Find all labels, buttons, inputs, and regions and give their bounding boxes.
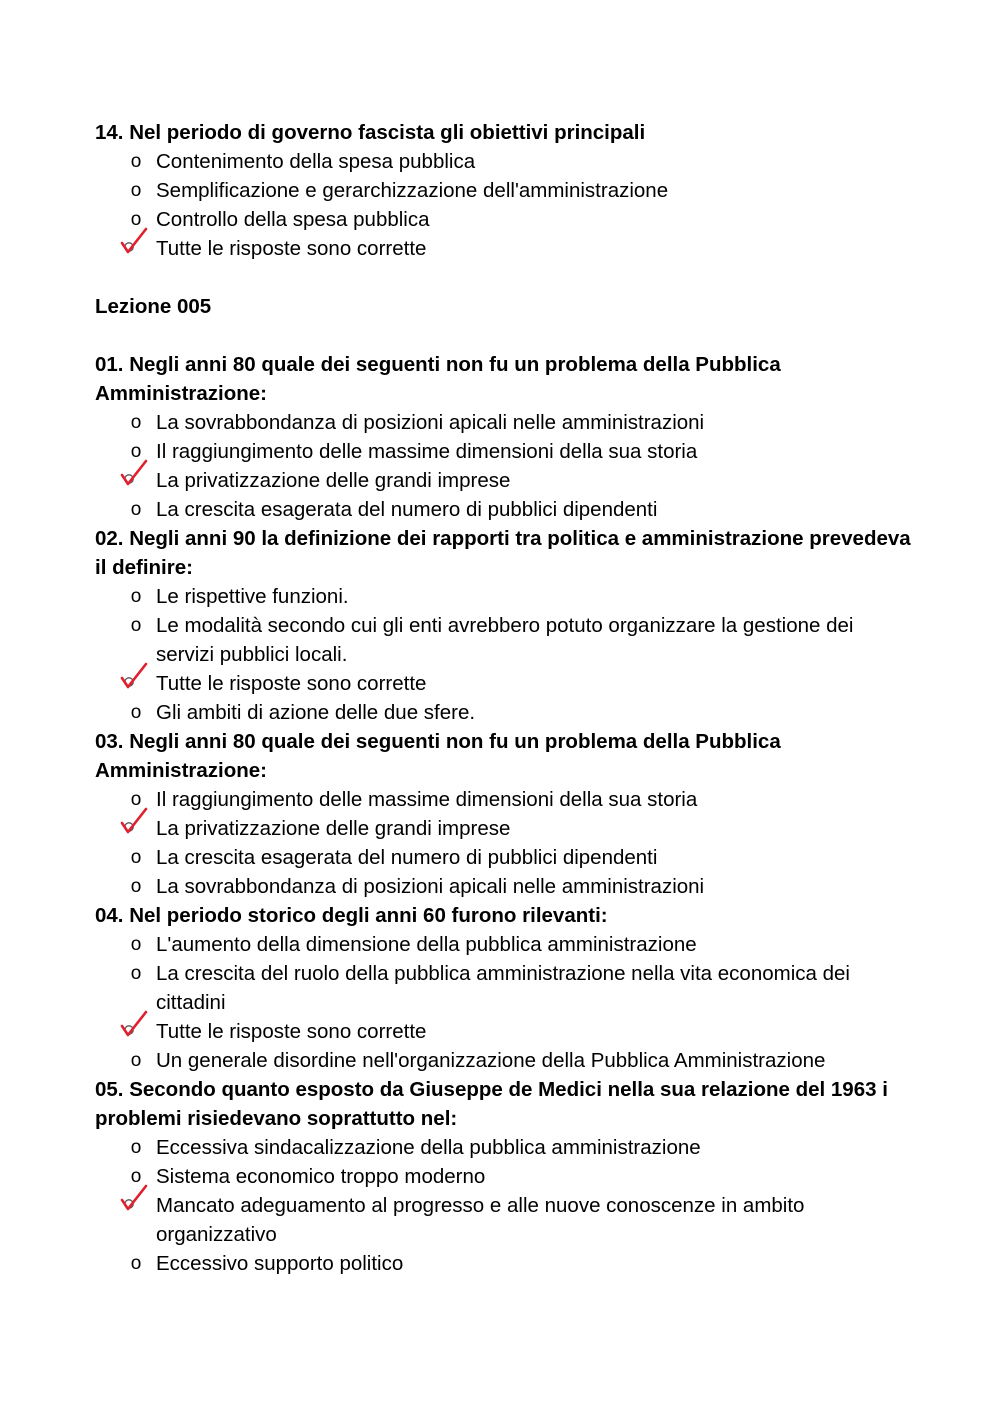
answer-options (95, 785, 915, 901)
circle-bullet-icon: o (130, 934, 142, 955)
answer-option (95, 611, 915, 669)
question-block (95, 901, 915, 1075)
answer-option-text: Un generale disordine nell'organizzazione della Pubblica Amministrazione (156, 1049, 826, 1072)
answer-option (95, 698, 915, 727)
answer-option-text: La sovrabbondanza di posizioni apicali nelle amministrazioni (156, 875, 705, 898)
circle-bullet-icon: o (130, 847, 142, 868)
circle-bullet-icon: o (130, 1137, 142, 1158)
circle-bullet-icon: o (130, 876, 142, 897)
red-checkmark-icon (120, 1009, 148, 1039)
red-checkmark-icon (120, 661, 148, 691)
answer-option (95, 1133, 915, 1162)
answer-option-text: Le rispettive funzioni. (156, 585, 349, 608)
circle-bullet-icon: o (130, 1253, 142, 1274)
circle-bullet-icon: o (130, 209, 142, 230)
answer-options (95, 1133, 915, 1278)
answer-option-text: Gli ambiti di azione delle due sfere. (156, 701, 476, 724)
answer-option-text: Tutte le risposte sono corrette (156, 672, 427, 695)
question-text: 02. Negli anni 90 la definizione dei rapporti tra politica e amministrazione prevedeva il definire: (95, 527, 911, 579)
red-checkmark-icon (120, 806, 148, 836)
red-checkmark-icon (120, 458, 148, 488)
answer-option-text: La privatizzazione delle grandi imprese (156, 817, 511, 840)
question-block (95, 350, 915, 524)
red-checkmark-icon (120, 226, 148, 256)
answer-options (95, 582, 915, 727)
answer-option (95, 959, 915, 1017)
question-text: 05. Secondo quanto esposto da Giuseppe de Medici nella sua relazione del 1963 i problemi risiedevano soprattutto nel: (95, 1078, 888, 1130)
answer-option-text: Eccessivo supporto politico (156, 1252, 404, 1275)
answer-option (95, 872, 915, 901)
red-checkmark-icon (120, 1183, 148, 1213)
answer-option (95, 466, 915, 495)
answer-option-text: Semplificazione e gerarchizzazione dell'amministrazione (156, 179, 669, 202)
circle-bullet-icon: o (130, 441, 142, 462)
answer-option (95, 1046, 915, 1075)
question-text: 01. Negli anni 80 quale dei seguenti non fu un problema della Pubblica Amministrazione: (95, 353, 781, 405)
circle-bullet-icon: o (130, 499, 142, 520)
answer-option (95, 408, 915, 437)
answer-option (95, 669, 915, 698)
answer-option (95, 205, 915, 234)
answer-option-text: Tutte le risposte sono corrette (156, 237, 427, 260)
circle-bullet-icon: o (130, 615, 142, 636)
question-list (95, 350, 915, 1278)
answer-option (95, 437, 915, 466)
circle-bullet-icon: o (130, 1050, 142, 1071)
circle-bullet-icon: o (130, 702, 142, 723)
circle-bullet-icon: o (130, 789, 142, 810)
question-text: 03. Negli anni 80 quale dei seguenti non fu un problema della Pubblica Amministrazione: (95, 730, 781, 782)
question-text: 14. Nel periodo di governo fascista gli obiettivi principali (95, 121, 646, 144)
answer-option (95, 1249, 915, 1278)
answer-option-text: La crescita esagerata del numero di pubblici dipendenti (156, 498, 658, 521)
answer-option (95, 495, 915, 524)
document-page (95, 118, 915, 1278)
circle-bullet-icon: o (130, 586, 142, 607)
answer-option-text: Mancato adeguamento al progresso e alle nuove conoscenze in ambito organizzativo (156, 1194, 805, 1246)
answer-option (95, 843, 915, 872)
answer-options (95, 147, 915, 263)
answer-option (95, 234, 915, 263)
answer-option-text: Controllo della spesa pubblica (156, 208, 430, 231)
circle-bullet-icon: o (130, 151, 142, 172)
answer-option-text: Il raggiungimento delle massime dimensioni della sua storia (156, 788, 698, 811)
answer-option (95, 147, 915, 176)
answer-option-text: Le modalità secondo cui gli enti avrebbero potuto organizzare la gestione dei servizi pubblici locali. (156, 614, 854, 666)
answer-option (95, 176, 915, 205)
answer-option-text: La crescita del ruolo della pubblica amministrazione nella vita economica dei cittadini (156, 962, 850, 1014)
answer-option (95, 1162, 915, 1191)
answer-option-text: La crescita esagerata del numero di pubblici dipendenti (156, 846, 658, 869)
answer-option-text: Eccessiva sindacalizzazione della pubblica amministrazione (156, 1136, 701, 1159)
circle-bullet-icon: o (130, 1166, 142, 1187)
answer-option-text: Tutte le risposte sono corrette (156, 1020, 427, 1043)
answer-option (95, 582, 915, 611)
answer-option (95, 814, 915, 843)
answer-option (95, 785, 915, 814)
answer-options (95, 930, 915, 1075)
answer-option-text: La privatizzazione delle grandi imprese (156, 469, 511, 492)
answer-option (95, 1017, 915, 1046)
lesson-title: Lezione 005 (95, 295, 212, 318)
question-block-14 (95, 118, 915, 263)
answer-option-text: L'aumento della dimensione della pubblica amministrazione (156, 933, 697, 956)
answer-options (95, 408, 915, 524)
answer-option-text: La sovrabbondanza di posizioni apicali nelle amministrazioni (156, 411, 705, 434)
question-block (95, 1075, 915, 1278)
question-block (95, 727, 915, 901)
answer-option (95, 930, 915, 959)
circle-bullet-icon: o (130, 963, 142, 984)
circle-bullet-icon: o (130, 180, 142, 201)
question-block (95, 524, 915, 727)
circle-bullet-icon: o (130, 412, 142, 433)
answer-option-text: Il raggiungimento delle massime dimensioni della sua storia (156, 440, 698, 463)
answer-option-text: Contenimento della spesa pubblica (156, 150, 476, 173)
answer-option (95, 1191, 915, 1249)
answer-option-text: Sistema economico troppo moderno (156, 1165, 486, 1188)
question-text: 04. Nel periodo storico degli anni 60 furono rilevanti: (95, 904, 608, 927)
